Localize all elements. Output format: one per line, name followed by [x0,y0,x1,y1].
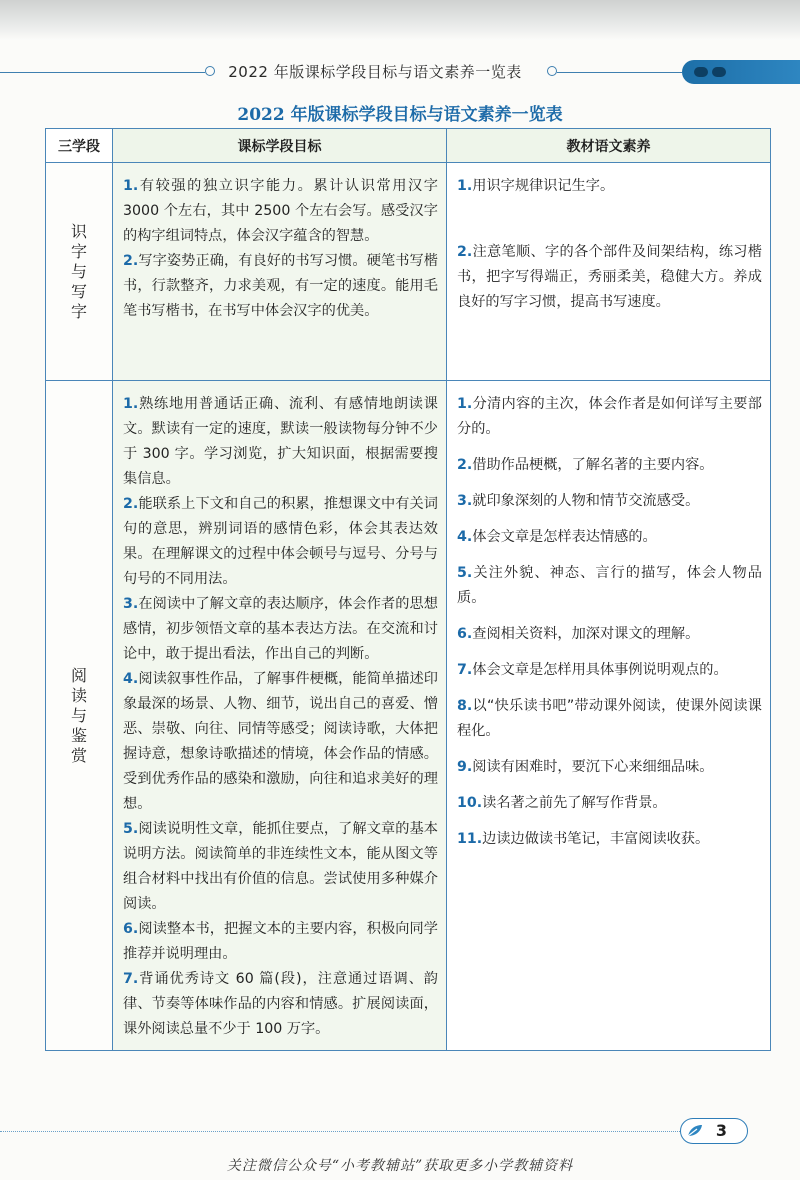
leaf-icon [686,1122,704,1140]
binder-hole-icon [694,67,708,77]
table-row-reading [46,381,771,1051]
goal-item: 1.有较强的独立识字能力。累计认识常用汉字 3000 个左右，其中 2500 个左右会写。感受汉字的构字组词特点，体会汉字蕴含的智慧。 [123,178,438,244]
goals-cell [113,381,447,1051]
binder-hole-icon [712,67,726,77]
header-rule-left [0,72,205,73]
scan-top-shadow [0,0,800,40]
section-label: 阅读与鉴赏 [71,665,88,765]
header-rule-right [557,72,682,73]
table-header-row [46,129,771,163]
literacy-item: 11.边读边做读书笔记，丰富阅读收获。 [457,831,710,847]
literacy-cell [447,381,771,1051]
section-cell [46,381,113,1051]
literacy-item: 8.以“快乐读书吧”带动课外阅读，使课外阅读课程化。 [457,698,762,739]
literacy-item: 10.读名著之前先了解写作背景。 [457,795,667,811]
literacy-item: 3.就印象深刻的人物和情节交流感受。 [457,493,700,509]
literacy-cell [447,163,771,381]
binder-tab-icon [682,60,800,84]
footer-note: 关注微信公众号“小考教辅站”获取更多小学教辅资料 [226,1158,574,1174]
goal-item: 2.能联系上下文和自己的积累，推想课文中有关词句的意思，辨别词语的感情色彩，体会其表达效果。在理解课文的过程中体会顿号与逗号、分号与句号的不同用法。 [123,496,438,587]
header-rule-dot-right [547,66,557,76]
literacy-item: 5.关注外貌、神态、言行的描写，体会人物品质。 [457,565,762,606]
literacy-item: 4.体会文章是怎样表达情感的。 [457,529,657,545]
column-header-literacy: 教材语文素养 [447,129,771,163]
goal-item: 1.熟练地用普通话正确、流利、有感情地朗读课文。默读有一定的速度，默读一般读物每分钟不少于 300 字。学习浏览，扩大知识面，根据需要搜集信息。 [123,396,438,487]
goal-item: 4.阅读叙事性作品，了解事件梗概，能简单描述印象最深的场景、人物、细节，说出自己的喜爱、憎恶、崇敬、向往、同情等感受；阅读诗歌，大体把握诗意，想象诗歌描述的情境，体会作品的情感。受到优秀作品的感染和激励，向往和追求美好的理想。 [123,671,438,812]
column-header-goals: 课标学段目标 [113,129,447,163]
footer-rule [0,1131,680,1132]
running-header-title: 2022 年版课标学段目标与语文素养一览表 [228,63,522,81]
goal-item: 7.背诵优秀诗文 60 篇(段)，注意通过语调、韵律、节奏等体味作品的内容和情感。扩展阅读面，课外阅读总量不少于 100 万字。 [123,971,438,1037]
page-number: 3 [680,1118,748,1144]
goal-item: 3.在阅读中了解文章的表达顺序，体会作者的思想感情，初步领悟文章的基本表达方法。在交流和讨论中，敢于提出看法，作出自己的判断。 [123,596,438,662]
literacy-item: 9.阅读有困难时，要沉下心来细细品味。 [457,759,714,775]
section-label: 识字与写字 [71,221,88,321]
goals-cell [113,163,447,381]
table-row-literacy-writing [46,163,771,381]
goal-item: 6.阅读整本书，把握文本的主要内容，积极向同学推荐并说明理由。 [123,921,438,962]
goal-item: 2.写字姿势正确，有良好的书写习惯。硬笔书写楷书，行款整齐，力求美观，有一定的速度。能用毛笔书写楷书，在书写中体会汉字的优美。 [123,253,438,319]
goal-item: 5.阅读说明性文章，能抓住要点，了解文章的基本说明方法。阅读简单的非连续性文本，能从图文等组合材料中找出有价值的信息。尝试使用多种媒介阅读。 [123,821,438,912]
literacy-item: 1.用识字规律识记生字。 [457,178,615,194]
literacy-item: 1.分清内容的主次，体会作者是如何详写主要部分的。 [457,396,762,437]
curriculum-table [45,128,771,1051]
table-title: 2022 年版课标学段目标与语文素养一览表 [237,105,563,125]
literacy-item: 2.借助作品梗概，了解名著的主要内容。 [457,457,714,473]
literacy-item: 6.查阅相关资料，加深对课文的理解。 [457,626,700,642]
literacy-item: 2.注意笔顺、字的各个部件及间架结构，练习楷书，把字写得端正，秀丽柔美，稳健大方。养成良好的写字习惯，提高书写速度。 [457,244,762,310]
literacy-item: 7.体会文章是怎样用具体事例说明观点的。 [457,662,728,678]
column-header-stage: 三学段 [46,129,113,163]
section-cell [46,163,113,381]
